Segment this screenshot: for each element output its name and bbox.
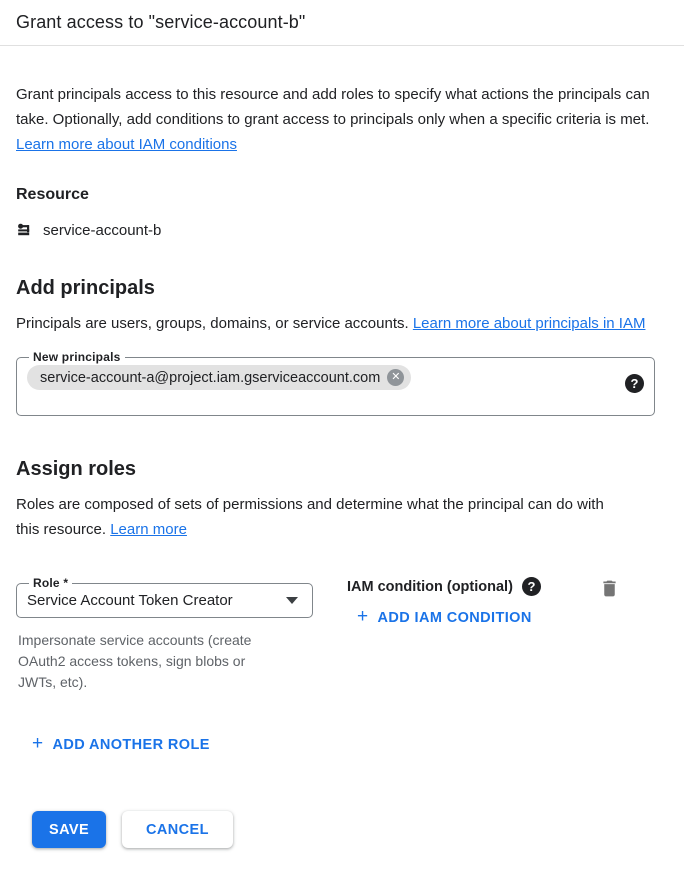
header-divider: [0, 45, 684, 46]
resource-heading: Resource: [16, 186, 89, 203]
new-principals-field[interactable]: [16, 350, 655, 416]
delete-column: [597, 576, 658, 604]
dialog-content: [0, 82, 684, 848]
delete-role-button[interactable]: [597, 576, 622, 601]
intro-text: Grant principals access to this resource and add roles to specify what actions the principals can take. Optionally, add conditions to grant access to principals only when a specific criteria is met.: [16, 86, 650, 128]
role-row: [16, 562, 656, 693]
principal-chip-value: service-account-a@project.iam.gserviceaccount.com: [40, 369, 381, 386]
chip-remove-icon[interactable]: ✕: [387, 369, 404, 386]
principals-help-icon[interactable]: ?: [625, 374, 644, 393]
intro-paragraph: [16, 82, 656, 157]
add-another-role-button[interactable]: [32, 735, 210, 754]
roles-text: Roles are composed of sets of permissions and determine what the principal can do with this resource.: [16, 496, 604, 538]
principals-paragraph: [16, 311, 646, 336]
condition-label: IAM condition (optional): [347, 578, 513, 595]
new-principals-input[interactable]: [27, 364, 644, 393]
roles-paragraph: [16, 492, 616, 542]
add-principals-heading: Add principals: [16, 277, 155, 299]
dropdown-arrow-icon: [286, 597, 298, 604]
cancel-button[interactable]: CANCEL: [122, 811, 233, 848]
save-button[interactable]: SAVE: [32, 811, 106, 848]
principals-text: Principals are users, groups, domains, or service accounts.: [16, 315, 413, 332]
resource-name: service-account-b: [43, 222, 162, 239]
trash-icon: [599, 578, 620, 599]
plus-icon: +: [32, 733, 44, 754]
dialog-header: [0, 0, 684, 45]
role-column: [16, 562, 313, 693]
assign-roles-heading: Assign roles: [16, 458, 137, 480]
resource-row: [16, 221, 656, 240]
add-iam-condition-label: ADD IAM CONDITION: [377, 609, 532, 626]
role-selected-value: Service Account Token Creator: [27, 592, 233, 609]
role-helper-text: Impersonate service accounts (create OAuth2 access tokens, sign blobs or JWTs, etc).: [18, 632, 252, 690]
iam-conditions-link[interactable]: Learn more about IAM conditions: [16, 136, 237, 153]
role-select[interactable]: [16, 576, 313, 618]
roles-learn-more-link[interactable]: Learn more: [110, 521, 187, 538]
add-another-role-label: ADD ANOTHER ROLE: [52, 736, 210, 753]
dialog-title: Grant access to "service-account-b": [16, 12, 306, 32]
condition-column: [347, 562, 597, 628]
plus-icon: +: [357, 606, 369, 627]
condition-help-icon[interactable]: ?: [522, 577, 541, 596]
dialog-actions: [32, 811, 656, 848]
service-account-icon: [16, 221, 35, 240]
add-iam-condition-button[interactable]: [357, 608, 532, 627]
principals-learn-more-link[interactable]: Learn more about principals in IAM: [412, 315, 646, 332]
new-principals-label: New principals: [33, 350, 121, 364]
principal-chip: [27, 365, 411, 390]
role-label: Role *: [33, 576, 69, 590]
